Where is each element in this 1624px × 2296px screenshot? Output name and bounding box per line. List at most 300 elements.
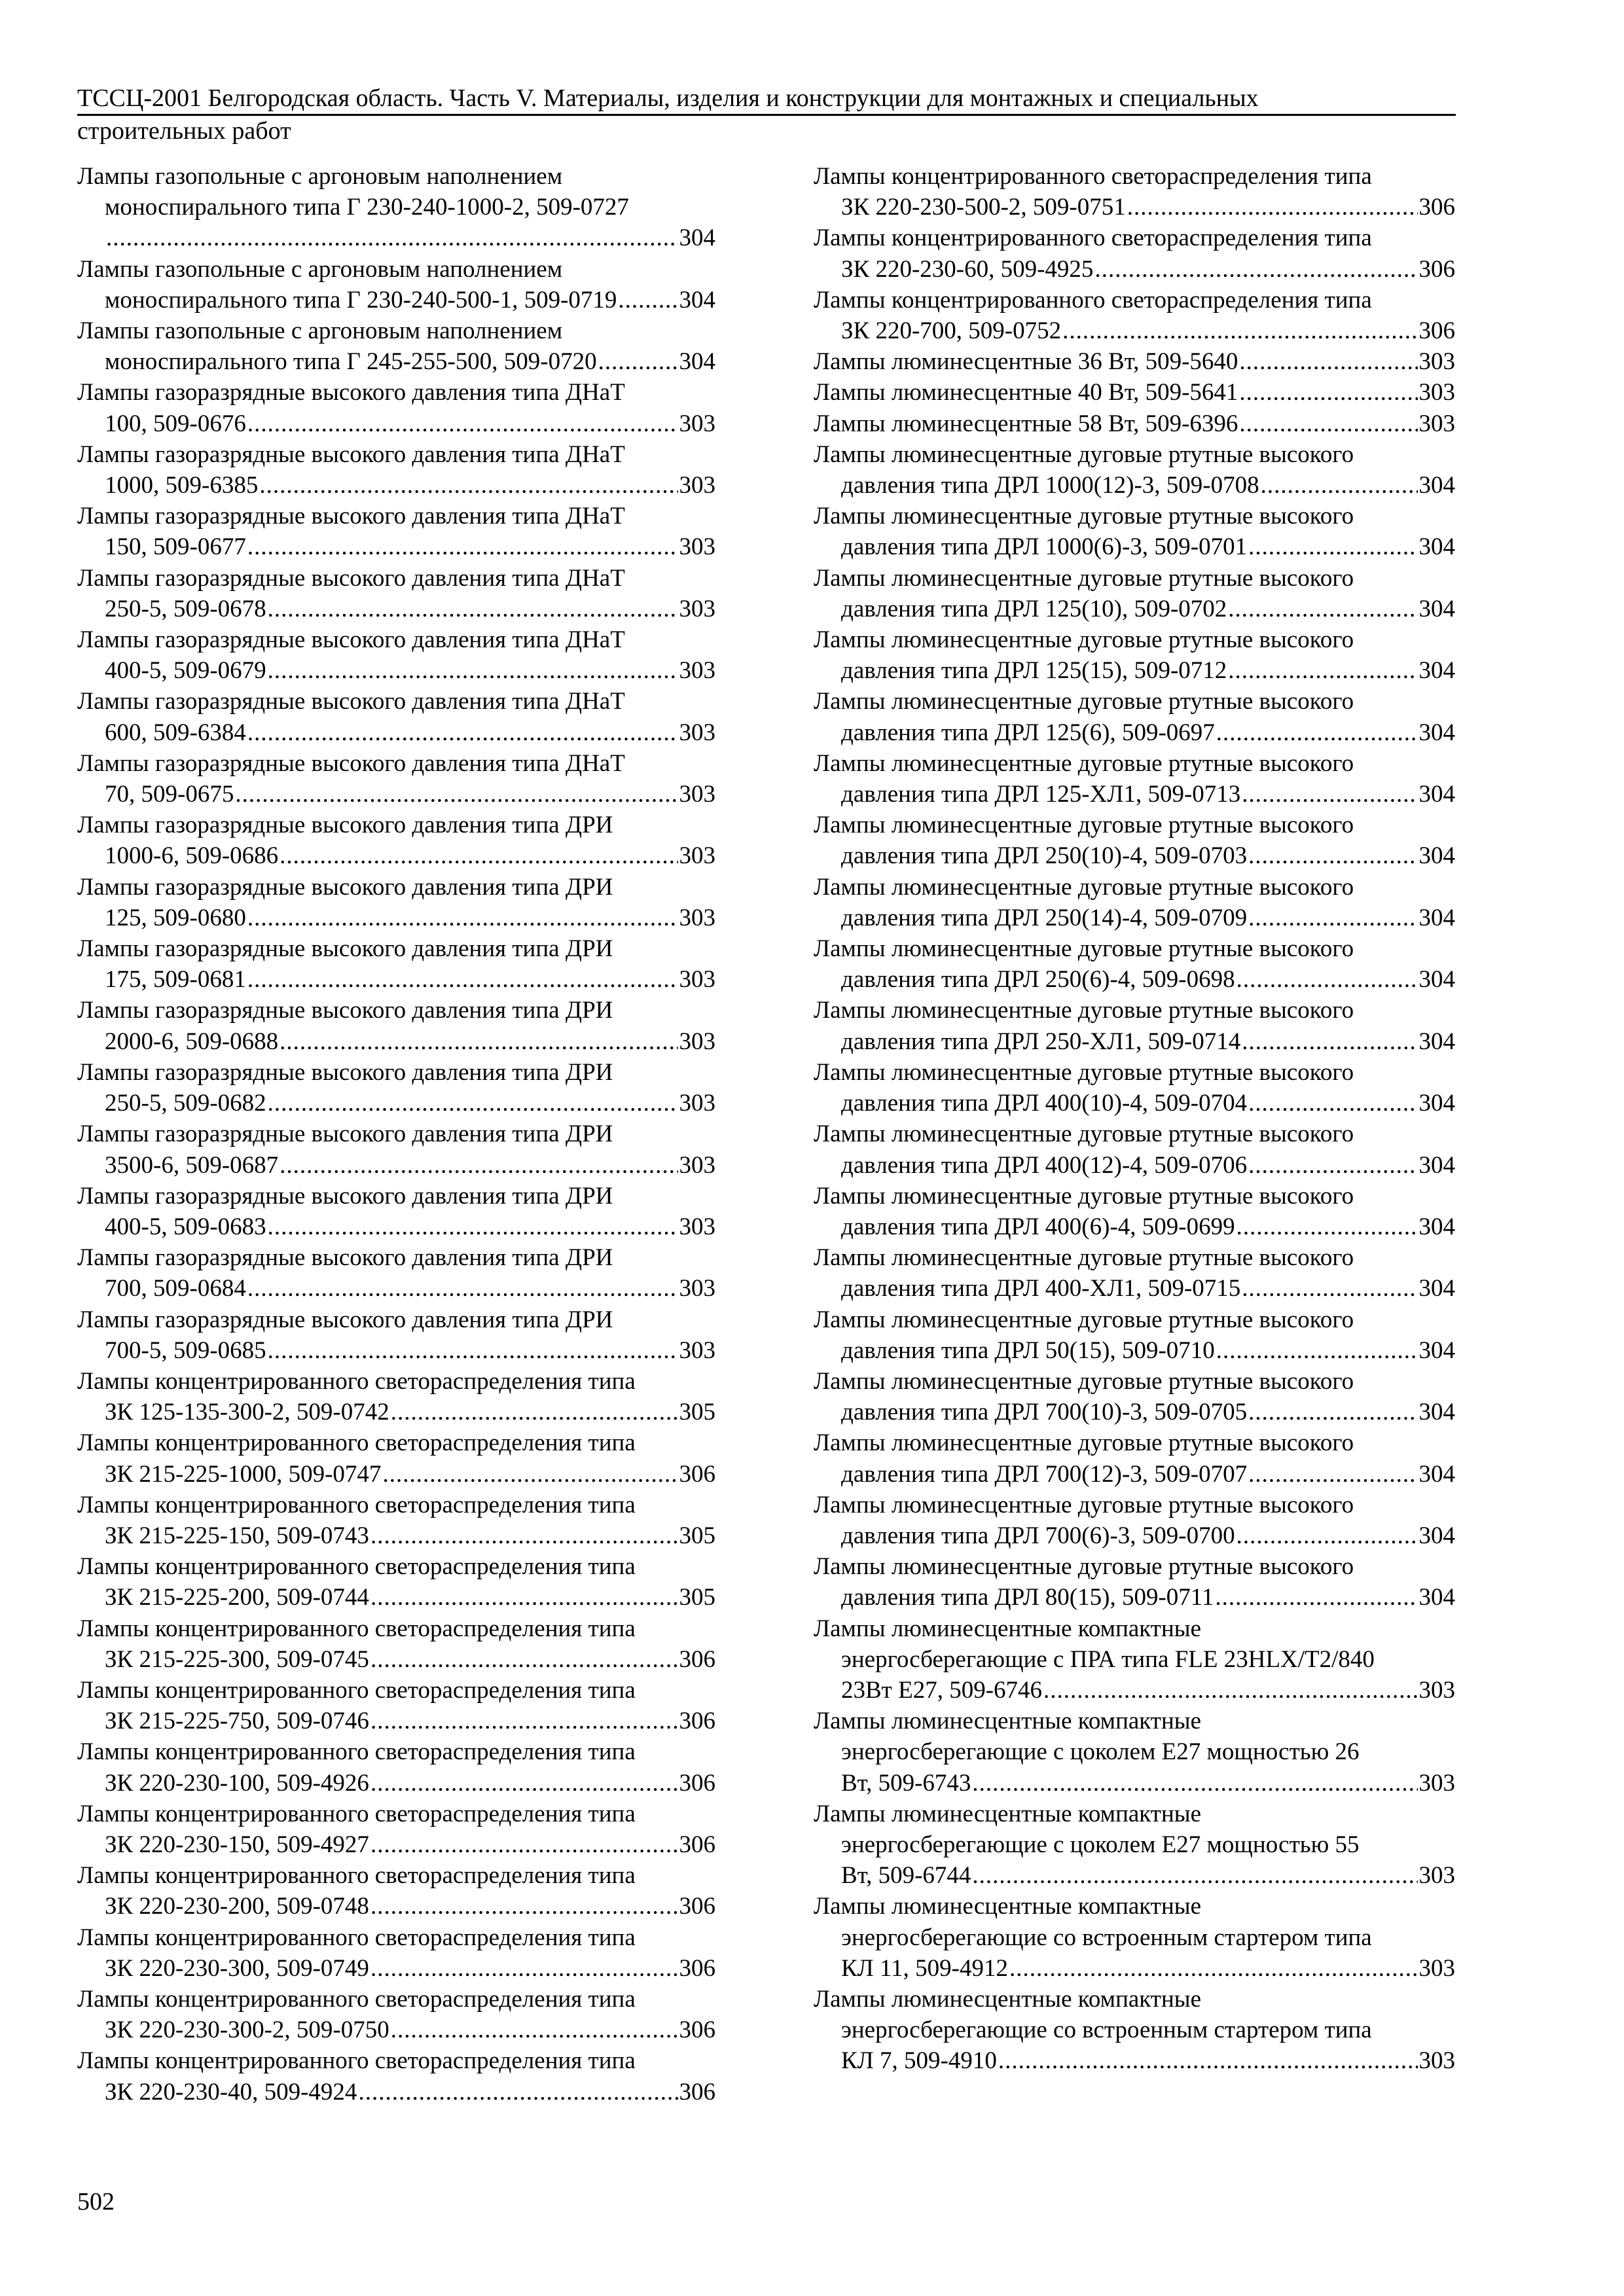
index-entry-page: 303 [679,1336,715,1364]
index-entry [77,1799,715,1860]
index-entry-page: 304 [1418,595,1455,622]
index-entry-text: Лампы концентрированного светораспределения типа [77,1924,636,1951]
index-entry-text: 150, 509-0677 [105,533,246,561]
index-entry-text: ЗК 215-225-200, 509-0744 [105,1584,369,1611]
index-entry-page: 304 [1418,1028,1455,1055]
index-entry-page: 305 [679,1584,715,1611]
index-entry-text: давления типа ДРЛ 400(12)-4, 509-0706 [841,1151,1248,1179]
index-entry-page: 304 [1418,719,1455,746]
index-entry-page: 303 [679,904,715,931]
index-entry-text: 1000, 509-6385 [105,472,259,499]
index-entry [77,315,715,377]
index-entry [77,1304,715,1366]
index-entry-text: ЗК 220-230-150, 509-4927 [105,1831,369,1858]
index-entry [814,872,1455,933]
index-entry-page: 303 [679,657,715,685]
index-entry-text: Лампы газоразрядные высокого давления типа ДНаТ [77,564,625,592]
index-entry-page: 303 [679,966,715,994]
index-entry-text: Лампы концентрированного светораспределения типа [814,224,1372,252]
index-entry [77,686,715,747]
running-header-title: ТССЦ-2001 Белгородская область. Часть V. Материалы, изделия и конструкции для монтажных и специальных [77,84,1259,112]
index-entry-page: 304 [1418,1522,1455,1549]
index-entry-page: 304 [1418,1399,1455,1426]
index-entry-text: ЗК 220-230-100, 509-4926 [105,1769,369,1797]
dot-leader [1239,377,1417,408]
index-entry [77,563,715,624]
index-entry [77,161,715,254]
dot-leader [370,1891,678,1922]
index-entry-text: Лампы люминесцентные дуговые ртутные высокого [814,564,1354,592]
index-entry-text: моноспирального типа Г 230-240-500-1, 509-0719 [105,286,617,314]
index-entry-page: 306 [1418,194,1455,221]
index-entry-text: Лампы газоразрядные высокого давления типа ДНаТ [77,379,625,406]
index-entry-page: 306 [679,1831,715,1858]
index-entry-text: 700-5, 509-0685 [105,1336,266,1364]
index-entry-text: давления типа ДРЛ 400(6)-4, 509-0699 [841,1213,1235,1240]
index-entry-page: 304 [679,224,715,252]
index-entry-text: Лампы газоразрядные высокого давления типа ДРИ [77,1121,613,1148]
dot-leader [1216,717,1418,748]
index-entry-text: энергосберегающие со встроенным стартером типа [841,1924,1372,1951]
dot-leader [370,1520,678,1551]
index-entry [814,161,1455,223]
index-entry-page: 304 [1418,1584,1455,1611]
index-entry-text: ЗК 215-225-750, 509-0746 [105,1708,369,1735]
index-entry-text: Лампы концентрированного светораспределения типа [77,1738,636,1766]
index-entry-page: 303 [1418,1769,1455,1797]
index-entry [814,933,1455,995]
index-entry [814,1119,1455,1180]
index-entry [814,1057,1455,1119]
index-entry-text: 70, 509-0675 [105,781,234,808]
index-entry [814,1551,1455,1613]
index-entry-page: 306 [679,1460,715,1488]
index-entry-page: 304 [679,286,715,314]
index-entry-text: Лампы концентрированного светораспределения типа [814,286,1372,314]
index-entry-page: 304 [1418,1460,1455,1488]
index-entry-text: ЗК 220-230-200, 509-0748 [105,1893,369,1920]
dot-leader [1261,470,1418,501]
index-entry-text: давления типа ДРЛ 700(6)-3, 509-0700 [841,1522,1235,1549]
index-entry-text: давления типа ДРЛ 125(15), 509-0712 [841,657,1227,685]
index-entry-text: Лампы концентрированного светораспределения типа [77,1862,636,1890]
index-entry [814,1984,1455,2077]
index-entry-text: 250-5, 509-0678 [105,595,266,622]
index-entry-text: Вт, 509-6743 [841,1769,971,1797]
index-entry-page: 306 [679,1893,715,1920]
index-entry-text: энергосберегающие со встроенным стартером типа [841,2017,1372,2044]
index-entry-text: Лампы концентрированного светораспределения типа [77,1800,636,1827]
index-entry [814,408,1455,439]
dot-leader [1248,903,1417,933]
index-entry-text: Лампы люминесцентные компактные [814,1800,1202,1827]
dot-leader [268,1335,678,1366]
index-entry-text: давления типа ДРЛ 250(14)-4, 509-0709 [841,904,1248,931]
index-entry-page: 304 [679,348,715,376]
index-entry-text: 3500-6, 509-0687 [105,1151,279,1179]
index-entry-text: энергосберегающие с ПРА типа FLE 23HLX/T2/840 [841,1645,1375,1673]
index-entry-text: Лампы концентрированного светораспределения типа [77,1429,636,1457]
index-entry-page: 303 [1418,2047,1455,2075]
index-entry-page: 303 [1418,348,1455,376]
dot-leader [370,1829,678,1860]
dot-leader [280,1150,677,1181]
dot-leader [1248,1150,1417,1181]
index-entry-text: Лампы люминесцентные 58 Вт, 509-6396 [814,410,1238,437]
index-entry-page: 303 [1418,1676,1455,1704]
index-entry-text: Лампы концентрированного светораспределения типа [77,2047,636,2075]
index-entry-text: давления типа ДРЛ 125-ХЛ1, 509-0713 [841,781,1241,808]
index-entry-text: ЗК 220-230-60, 509-4925 [841,255,1094,283]
index-entry [77,872,715,933]
dot-leader [1239,408,1417,439]
index-entry [77,1119,715,1180]
index-entry-page: 304 [1418,1275,1455,1302]
index-entry-text: давления типа ДРЛ 400(10)-4, 509-0704 [841,1090,1248,1117]
index-entry [77,1490,715,1551]
index-entry-text: ЗК 220-230-40, 509-4924 [105,2078,357,2106]
dot-leader [280,840,677,871]
dot-leader [247,717,678,748]
index-entry [814,439,1455,501]
dot-leader [391,2015,678,2045]
index-entry-text: Лампы люминесцентные дуговые ртутные высокого [814,1429,1354,1457]
index-entry-text: 400-5, 509-0683 [105,1213,266,1240]
index-entry [814,810,1455,871]
index-entry [814,1490,1455,1551]
dot-leader [370,1644,678,1675]
index-entry-page: 303 [1418,1954,1455,1982]
index-entry-page: 306 [679,1769,715,1797]
index-entry-text: Лампы люминесцентные дуговые ртутные высокого [814,997,1354,1024]
dot-leader [618,285,677,315]
index-entry-text: ЗК 220-230-500-2, 509-0751 [841,194,1126,221]
index-entry-text: Лампы люминесцентные 40 Вт, 509-5641 [814,379,1238,406]
index-entry-text: 700, 509-0684 [105,1275,246,1302]
dot-leader [1248,531,1417,562]
dot-leader [1228,655,1417,686]
index-entry-text: 1000-6, 509-0686 [105,842,279,870]
running-header [77,84,1456,116]
dot-leader [268,1088,678,1119]
index-entry-text: Лампы люминесцентные дуговые ртутные высокого [814,1491,1354,1518]
index-entry [814,1427,1455,1489]
index-entry-page: 303 [679,595,715,622]
index-entry-page: 304 [1418,533,1455,561]
dot-leader [370,1706,678,1736]
index-entry [814,377,1455,408]
dot-leader [106,223,678,253]
index-entry [77,1922,715,1984]
dot-leader [268,594,678,624]
index-entry-text: КЛ 11, 509-4912 [841,1954,1008,1982]
dot-leader [235,779,677,810]
index-entry-text: Лампы люминесцентные дуговые ртутные высокого [814,935,1354,963]
index-entry [77,1181,715,1242]
index-entry-text: давления типа ДРЛ 250(6)-4, 509-0698 [841,966,1235,994]
index-entry-text: Лампы люминесцентные дуговые ртутные высокого [814,1058,1354,1086]
dot-leader [1248,840,1417,871]
index-entry-text: ЗК 220-230-300, 509-0749 [105,1954,369,1982]
index-entry-text: Лампы люминесцентные дуговые ртутные высокого [814,503,1354,530]
dot-leader [1239,346,1417,377]
index-entry-page: 304 [1418,1090,1455,1117]
index-entry-page: 303 [679,410,715,437]
index-entry-text: давления типа ДРЛ 400-ХЛ1, 509-0715 [841,1275,1241,1302]
index-entry-text: Лампы газоразрядные высокого давления типа ДРИ [77,812,613,839]
index-entry [814,563,1455,624]
dot-leader [972,1768,1417,1799]
index-entry-text: энергосберегающие с цоколем Е27 мощностью 55 [841,1831,1360,1858]
index-entry-text: Лампы газоразрядные высокого давления типа ДРИ [77,1244,613,1272]
index-entry-text: Лампы газоразрядные высокого давления типа ДРИ [77,1058,613,1086]
index-entry-page: 304 [1418,472,1455,499]
index-entry-page: 306 [679,2078,715,2106]
index-entry-text: 400-5, 509-0679 [105,657,266,685]
dot-leader [247,408,678,439]
index-entry-text: Лампы люминесцентные дуговые ртутные высокого [814,1553,1354,1581]
index-entry-text: Лампы концентрированного светораспределения типа [77,1615,636,1642]
dot-leader [1248,1088,1417,1119]
index-entry-text: 175, 509-0681 [105,966,246,994]
dot-leader [247,1273,678,1304]
index-entry-text: Лампы люминесцентные дуговые ртутные высокого [814,626,1354,654]
dot-leader [1094,254,1417,285]
index-entry-text: 100, 509-0676 [105,410,246,437]
index-entry [77,933,715,995]
index-entry-text: Лампы люминесцентные дуговые ртутные высокого [814,873,1354,901]
dot-leader [1242,1026,1417,1057]
dot-leader [998,2045,1418,2076]
index-entry-text: Лампы газоразрядные высокого давления типа ДРИ [77,1306,613,1333]
dot-leader [382,1459,677,1490]
index-entry-page: 303 [679,1090,715,1117]
index-entry-page: 304 [1418,842,1455,870]
dot-leader [1248,1459,1417,1490]
dot-leader [247,903,678,933]
dot-leader [1062,315,1417,346]
index-entry-text: Лампы люминесцентные 36 Вт, 509-5640 [814,348,1238,376]
index-entry [77,1366,715,1427]
index-entry-text: давления типа ДРЛ 700(12)-3, 509-0707 [841,1460,1248,1488]
index-entry-text: энергосберегающие с цоколем Е27 мощностью 26 [841,1738,1360,1766]
index-entry-text: Лампы люминесцентные дуговые ртутные высокого [814,1121,1354,1148]
dot-leader [1236,1211,1418,1242]
index-entry-page: 306 [679,2017,715,2044]
index-entry-text: давления типа ДРЛ 80(15), 509-0711 [841,1584,1214,1611]
index-entry-text: Лампы концентрированного светораспределения типа [77,1491,636,1518]
index-entry-page: 304 [1418,781,1455,808]
index-entry-page: 306 [1418,317,1455,345]
index-entry-text: Лампы газоразрядные высокого давления типа ДРИ [77,935,613,963]
dot-leader [370,1768,678,1799]
dot-leader [1248,1397,1417,1427]
index-entry [814,1304,1455,1366]
index-entry [814,1706,1455,1799]
index-entry [77,439,715,501]
index-entry-page: 303 [679,533,715,561]
index-entry [814,624,1455,686]
index-entry-text: Вт, 509-6744 [841,1862,971,1890]
index-entry-text: 125, 509-0680 [105,904,246,931]
index-entry-page: 303 [1418,1862,1455,1890]
dot-leader [1127,192,1418,223]
index-entry-page: 303 [679,781,715,808]
index-entry-text: давления типа ДРЛ 50(15), 509-0710 [841,1336,1215,1364]
index-entry-text: Лампы концентрированного светораспределения типа [77,1985,636,2013]
index-entry-page: 304 [1418,1336,1455,1364]
index-entry-page: 303 [679,1275,715,1302]
index-entry-text: Лампы люминесцентные дуговые ртутные высокого [814,1306,1354,1333]
dot-leader [280,1026,677,1057]
index-entry-text: Лампы люминесцентные дуговые ртутные высокого [814,749,1354,777]
dot-leader [391,1397,678,1427]
index-entry-text: Лампы газоразрядные высокого давления типа ДНаТ [77,626,625,654]
index-entry-text: Лампы люминесцентные дуговые ртутные высокого [814,1367,1354,1395]
index-entry [814,1799,1455,1892]
index-entry-text: ЗК 220-230-300-2, 509-0750 [105,2017,389,2044]
index-entry-text: Лампы люминесцентные компактные [814,1985,1202,2013]
index-entry-page: 304 [1418,657,1455,685]
dot-leader [247,531,678,562]
dot-leader [1236,964,1418,995]
index-entry-text: Лампы газопольные с аргоновым наполнением [77,317,563,345]
dot-leader [268,1211,678,1242]
dot-leader [370,1953,678,1984]
index-entry-text: Лампы концентрированного светораспределения типа [77,1676,636,1704]
index-entry-text: ЗК 125-135-300-2, 509-0742 [105,1399,389,1426]
index-entry [814,1242,1455,1304]
index-entry-text: давления типа ДРЛ 1000(12)-3, 509-0708 [841,472,1259,499]
index-entry-text: Лампы газоразрядные высокого давления типа ДРИ [77,1182,613,1210]
index-entry [814,346,1455,377]
index-entry [814,1366,1455,1427]
index-entry-text: Лампы концентрированного светораспределения типа [77,1553,636,1581]
index-entry-text: Лампы люминесцентные дуговые ртутные высокого [814,812,1354,839]
index-entry-page: 303 [1418,379,1455,406]
dot-leader [1215,1582,1417,1613]
index-entry [814,285,1455,346]
index-entry-page: 303 [679,842,715,870]
index-entry-text: давления типа ДРЛ 700(10)-3, 509-0705 [841,1399,1248,1426]
index-entry [814,501,1455,562]
index-entry [814,748,1455,810]
index-entry [814,223,1455,284]
index-entry-page: 304 [1418,1151,1455,1179]
dot-leader [358,2077,677,2108]
index-entry-text: Лампы люминесцентные дуговые ртутные высокого [814,1244,1354,1272]
index-entry [77,810,715,871]
index-entry [77,2045,715,2107]
index-entry-page: 306 [679,1708,715,1735]
index-entry-text: Лампы люминесцентные дуговые ртутные высокого [814,440,1354,468]
index-entry-text: давления типа ДРЛ 125(10), 509-0702 [841,595,1227,622]
index-entry [814,1891,1455,1984]
index-entry-text: моноспирального типа Г 230-240-1000-2, 509-0727 [105,194,629,221]
index-entry [77,1057,715,1119]
dot-leader [1043,1675,1417,1706]
index-entry-text: Лампы люминесцентные компактные [814,1893,1202,1920]
index-entry-text: 600, 509-6384 [105,719,246,746]
index-entry [77,1675,715,1736]
page-number: 502 [77,2188,115,2215]
index-entry-text: Лампы газопольные с аргоновым наполнением [77,163,563,190]
index-entry-page: 303 [679,472,715,499]
dot-leader [1216,1335,1418,1366]
index-column-left [77,161,715,2108]
dot-leader [1242,779,1417,810]
index-entry [814,1613,1455,1706]
index-entry [77,1613,715,1675]
index-entry-text: Лампы газоразрядные высокого давления типа ДРИ [77,873,613,901]
index-entry-page: 303 [679,1028,715,1055]
index-entry [77,1984,715,2045]
index-entry [77,254,715,315]
running-header-continuation: строительных работ [77,117,291,145]
index-entry-text: Лампы газоразрядные высокого давления типа ДНаТ [77,503,625,530]
index-entry-text: ЗК 220-700, 509-0752 [841,317,1062,345]
index-entry-text: Лампы люминесцентные дуговые ртутные высокого [814,688,1354,715]
index-entry [77,1551,715,1613]
index-entry-page: 305 [679,1522,715,1549]
index-entry [77,377,715,439]
index-entry [77,995,715,1056]
index-entry [77,1860,715,1922]
index-entry [814,995,1455,1056]
index-entry-page: 306 [679,1645,715,1673]
index-entry [814,686,1455,747]
index-entry-text: моноспирального типа Г 245-255-500, 509-0720 [105,348,597,376]
index-entry-text: давления типа ДРЛ 125(6), 509-0697 [841,719,1215,746]
index-entry-page: 304 [1418,966,1455,994]
index-entry-text: 2000-6, 509-0688 [105,1028,279,1055]
dot-leader [247,964,678,995]
index-entry-text: КЛ 7, 509-4910 [841,2047,997,2075]
index-entry-text: ЗК 215-225-300, 509-0745 [105,1645,369,1673]
index-entry-text: ЗК 215-225-1000, 509-0747 [105,1460,382,1488]
index-entry-page: 303 [679,1151,715,1179]
index-entry-text: давления типа ДРЛ 250-ХЛ1, 509-0714 [841,1028,1241,1055]
dot-leader [972,1860,1417,1891]
index-entry-text: Лампы концентрированного светораспределения типа [814,163,1372,190]
index-entry-page: 303 [679,719,715,746]
index-entry-text: Лампы концентрированного светораспределения типа [77,1367,636,1395]
index-entry-text: Лампы газоразрядные высокого давления типа ДРИ [77,997,613,1024]
index-entry [77,624,715,686]
dot-leader [1009,1953,1418,1984]
index-entry [77,748,715,810]
index-entry-page: 305 [679,1399,715,1426]
index-entry-page: 304 [1418,904,1455,931]
index-entry-text: Лампы люминесцентные компактные [814,1615,1202,1642]
index-entry [77,1736,715,1798]
dot-leader [370,1582,678,1613]
index-entry-text: Лампы газоразрядные высокого давления типа ДНаТ [77,749,625,777]
dot-leader [1236,1520,1418,1551]
index-entry [77,1242,715,1304]
index-entry-text: Лампы газоразрядные высокого давления типа ДНаТ [77,688,625,715]
index-entry-page: 303 [1418,410,1455,437]
index-entry-text: ЗК 215-225-150, 509-0743 [105,1522,369,1549]
dot-leader [1228,594,1417,624]
dot-leader [259,470,677,501]
index-entry-text: 250-5, 509-0682 [105,1090,266,1117]
index-entry-text: Лампы люминесцентные дуговые ртутные высокого [814,1182,1354,1210]
index-entry [814,1181,1455,1242]
dot-leader [268,655,678,686]
index-entry-page: 303 [679,1213,715,1240]
dot-leader [598,346,678,377]
